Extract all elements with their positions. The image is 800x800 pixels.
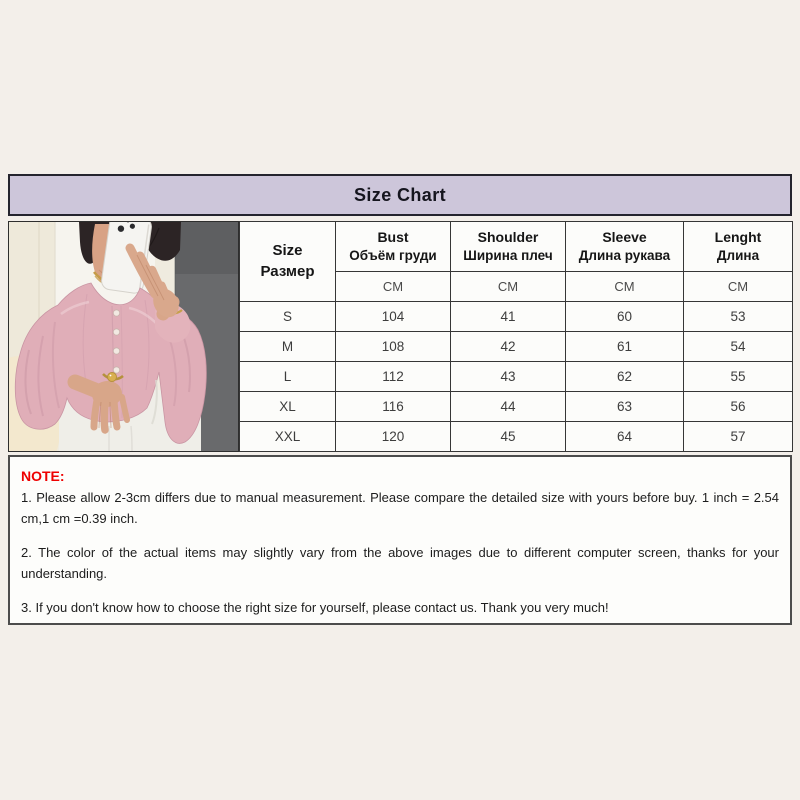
sleeve-value: 62 (566, 362, 684, 392)
shoulder-value: 45 (451, 422, 566, 452)
sleeve-value: 61 (566, 332, 684, 362)
shoulder-value: 41 (451, 302, 566, 332)
length-value: 55 (684, 362, 793, 392)
page-title: Size Chart (353, 184, 447, 205)
model-photo (8, 221, 239, 452)
sleeve-value: 63 (566, 392, 684, 422)
shoulder-value: 42 (451, 332, 566, 362)
shoulder-value: 43 (451, 362, 566, 392)
size-label: S (240, 302, 336, 332)
bust-value: 108 (336, 332, 451, 362)
shoulder-value: 44 (451, 392, 566, 422)
length-value: 53 (684, 302, 793, 332)
note-item-3: 3. If you don't know how to choose the right size for yourself, please contact us. Thank you very much! (21, 600, 609, 615)
note-box (8, 455, 792, 625)
table-row-s (240, 302, 793, 332)
length-value: 56 (684, 392, 793, 422)
sleeve-value: 64 (566, 422, 684, 452)
bust-value: 104 (336, 302, 451, 332)
size-chart-banner (8, 174, 792, 216)
column-header-bust: Bust Объём груди (336, 222, 451, 272)
column-header-length: Lenght Длина (684, 222, 793, 272)
size-label: XXL (240, 422, 336, 452)
unit-cell: CM (451, 272, 566, 302)
note-item-2: 2. The color of the actual items may slightly vary from the above images due to different computer screen, thanks for your understanding. (21, 545, 779, 581)
model-photo-illustration (9, 222, 238, 451)
unit-cell: CM (684, 272, 793, 302)
content-row (8, 221, 792, 452)
table-row-xl (240, 392, 793, 422)
column-header-sleeve: Sleeve Длина рукава (566, 222, 684, 272)
table-row-l (240, 362, 793, 392)
bust-value: 112 (336, 362, 451, 392)
size-label: L (240, 362, 336, 392)
bust-value: 120 (336, 422, 451, 452)
table-row-xxl (240, 422, 793, 452)
sleeve-value: 60 (566, 302, 684, 332)
length-value: 54 (684, 332, 793, 362)
note-item-1: 1. Please allow 2-3cm differs due to manual measurement. Please compare the detailed size with yours before buy. 1 inch = 2.54 cm,1 cm =0.39 inch. (21, 490, 779, 526)
size-label: M (240, 332, 336, 362)
column-header-size: Size Размер (240, 222, 336, 302)
size-label: XL (240, 392, 336, 422)
unit-cell: CM (566, 272, 684, 302)
bust-value: 116 (336, 392, 451, 422)
unit-cell: CM (336, 272, 451, 302)
table-row-m (240, 332, 793, 362)
length-value: 57 (684, 422, 793, 452)
note-label: NOTE: (21, 468, 65, 484)
column-header-shoulder: Shoulder Ширина плеч (451, 222, 566, 272)
size-table (239, 221, 793, 452)
